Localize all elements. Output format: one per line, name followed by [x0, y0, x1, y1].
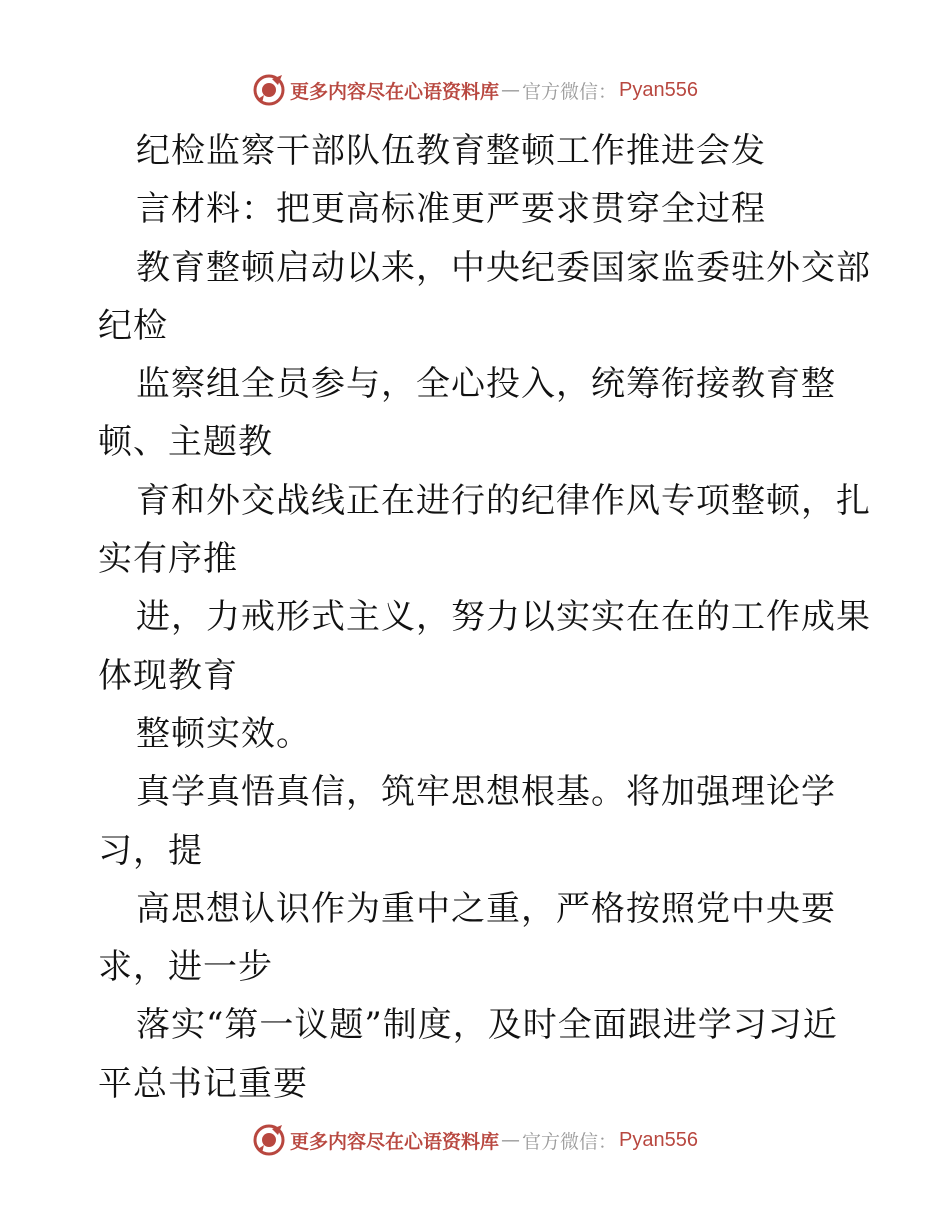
- footer-wechat-id: Pyan556: [619, 1128, 698, 1151]
- footer-dash: —: [501, 1129, 521, 1151]
- document-body: [98, 122, 878, 1113]
- doc-line: 求，进一步: [98, 947, 273, 988]
- doc-line: 体现教育: [98, 655, 238, 696]
- footer-wechat-label: 官方微信：: [522, 1130, 618, 1153]
- header-wechat-id: Pyan556: [619, 78, 698, 101]
- doc-line: 进，力戒形式主义，努力以实实在在的工作成果: [136, 597, 871, 638]
- doc-line: 顿、主题教: [98, 422, 273, 463]
- doc-line: 监察组全员参与，全心投入，统筹衔接教育整: [136, 364, 836, 405]
- doc-line: 教育整顿启动以来，中央纪委国家监委驻外交部: [136, 247, 871, 288]
- doc-line-title-2: 言材料：把更高标准更严要求贯穿全过程: [136, 189, 766, 230]
- footer-site-name: 更多内容尽在心语资料库: [290, 1130, 500, 1153]
- doc-line-title-1: 纪检监察干部队伍教育整顿工作推进会发: [136, 131, 766, 171]
- brand-logo-icon: [252, 73, 286, 107]
- brand-logo-icon: [252, 1123, 286, 1157]
- header-wechat-label: 官方微信：: [522, 80, 618, 103]
- doc-line: 平总书记重要: [98, 1063, 308, 1104]
- doc-line: 高思想认识作为重中之重，严格按照党中央要: [136, 888, 836, 929]
- doc-line: 真学真悟真信，筑牢思想根基。将加强理论学: [136, 772, 836, 813]
- header-banner: [0, 70, 950, 110]
- doc-line: 习，提: [98, 830, 203, 871]
- doc-line: 纪检: [98, 305, 168, 346]
- doc-line: 落实“第一议题”制度，及时全面跟进学习习近: [136, 1005, 838, 1046]
- footer-banner: [0, 1120, 950, 1160]
- doc-line: 育和外交战线正在进行的纪律作风专项整顿，扎: [136, 480, 871, 521]
- header-site-name: 更多内容尽在心语资料库: [290, 80, 500, 103]
- doc-line: 整顿实效。: [136, 713, 311, 754]
- doc-line: 实有序推: [98, 539, 238, 580]
- header-dash: —: [501, 79, 521, 101]
